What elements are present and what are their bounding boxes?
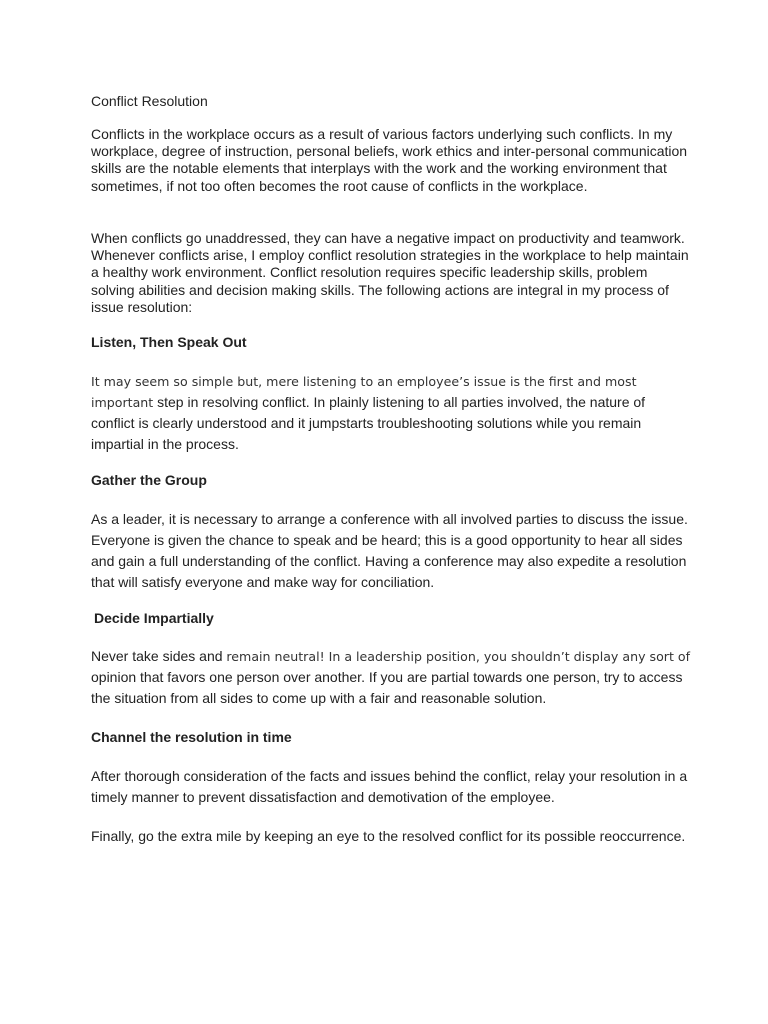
section-lead-decide: remain neutral! In a leadership position, you shouldn’t display any sort of	[226, 649, 691, 664]
section-heading-decide: Decide Impartially	[94, 610, 214, 626]
section-heading-channel: Channel the resolution in time	[91, 729, 292, 745]
section-text-listen: step in resolving conflict. In plainly listening to all parties involved, the nature of conflict is clearly understood and it jumpstarts troubleshooting solutions while you remain impartial in the process.	[91, 394, 646, 452]
intro-paragraph: Conflicts in the workplace occurs as a result of various factors underlying such conflicts. In my workplace, degree of instruction, personal beliefs, work ethics and inter-personal communication skills are the notable elements that interplays with the work and the working environment that sometimes, if not too often becomes the root cause of conflicts in the workplace.	[91, 126, 688, 194]
section-lead-listen: It may seem so simple but, mere listening to an employee’s issue is the first and most important	[91, 374, 637, 410]
document-title: Conflict Resolution	[91, 93, 208, 109]
section-lead-plain-decide: Never take sides and	[91, 648, 227, 664]
section-text-decide: opinion that favors one person over another. If you are partial towards one person, try to access the situation from all sides to come up with a fair and reasonable solution.	[91, 669, 683, 706]
section-body-gather: As a leader, it is necessary to arrange a conference with all involved parties to discuss the issue. Everyone is given the chance to speak and be heard; this is a good opportunity to hear all sides and gain a full understanding of the conflict. Having a conference may also expedite a resolution that will satisfy everyone and make way for conciliation.	[91, 511, 688, 590]
closing-paragraph: Finally, go the extra mile by keeping an eye to the resolved conflict for its possible reoccurrence.	[91, 828, 686, 844]
section-body-listen	[91, 371, 691, 455]
section-heading-listen: Listen, Then Speak Out	[91, 334, 247, 350]
section-body-channel: After thorough consideration of the facts and issues behind the conflict, relay your resolution in a timely manner to prevent dissatisfaction and demotivation of the employee.	[91, 768, 688, 805]
section-body-decide	[91, 646, 691, 709]
second-paragraph: When conflicts go unaddressed, they can have a negative impact on productivity and teamwork. Whenever conflicts arise, I employ conflict resolution strategies in the workplace to help maintain a healthy work environment. Conflict resolution requires specific leadership skills, problem solving abilities and decision making skills. The following actions are integral in my process of issue resolution:	[91, 230, 689, 315]
section-heading-gather: Gather the Group	[91, 472, 207, 488]
